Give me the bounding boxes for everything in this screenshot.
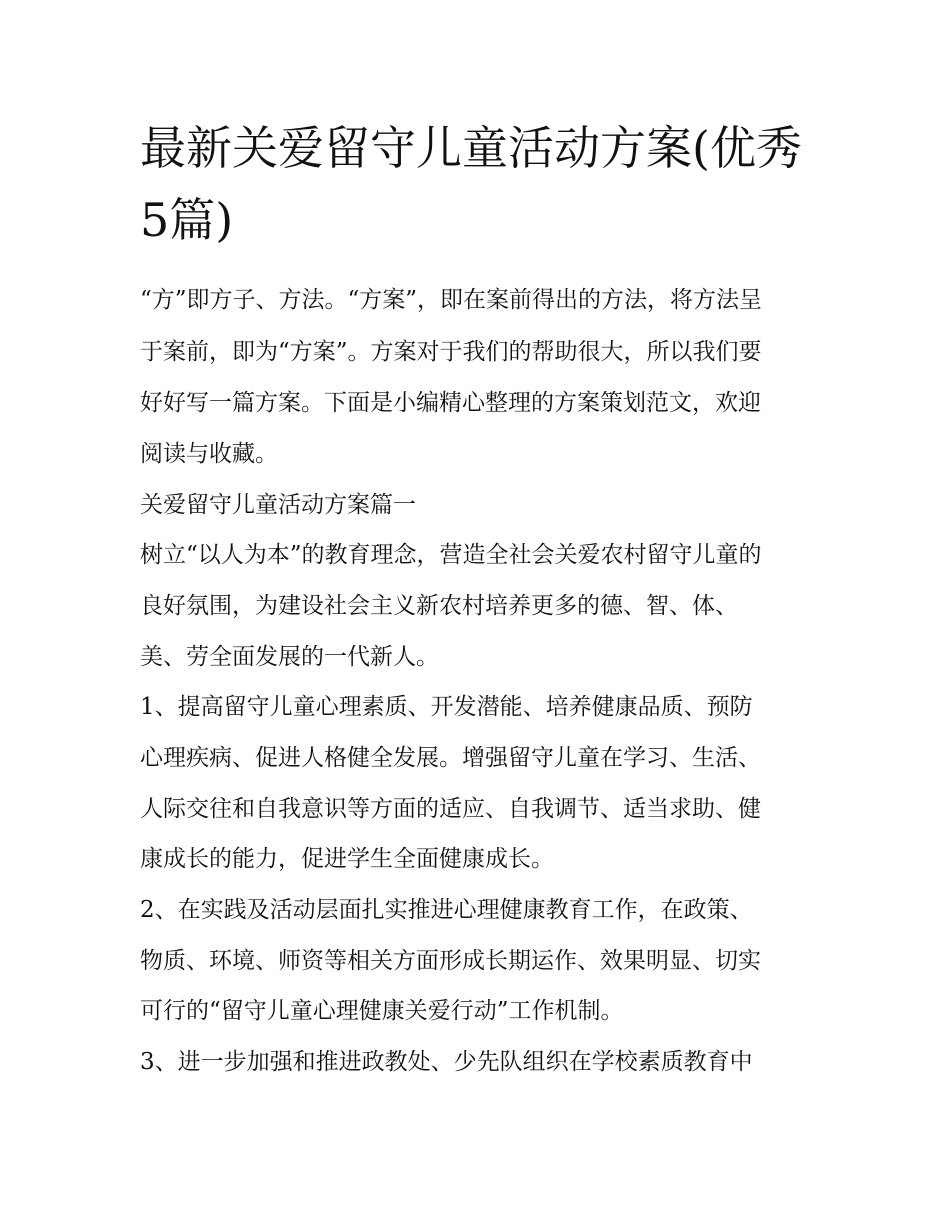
list-item-1-line: 人际交往和自我意识等方面的适应、自我调节、适当求助、健 <box>140 796 761 822</box>
list-item-1-line: 1、提高留守儿童心理素质、开发潜能、培养健康品质、预防 <box>140 694 753 720</box>
list-item-1-line: 康成长的能力，促进学生全面健康成长。 <box>140 846 554 872</box>
list-item-2-line: 2、在实践及活动层面扎实推进心理健康教育工作，在政策、 <box>140 897 753 923</box>
body-line: 树立“以人为本”的教育理念，营造全社会关爱农村留守儿童的 <box>140 542 762 568</box>
list-item-2-line: 可行的“留守儿童心理健康关爱行动”工作机制。 <box>140 998 624 1024</box>
intro-line-2: 于案前，即为“方案”。方案对于我们的帮助很大，所以我们要 <box>140 339 762 365</box>
list-item-2-line: 物质、环境、师资等相关方面形成长期运作、效果明显、切实 <box>140 948 761 974</box>
list-item-3-line: 3、进一步加强和推进政教处、少先队组织在学校素质教育中 <box>140 1049 753 1075</box>
list-item-1-line: 心理疾病、促进人格健全发展。增强留守儿童在学习、生活、 <box>140 745 761 771</box>
body-line: 美、劳全面发展的一代新人。 <box>140 644 439 670</box>
document-title: 最新关爱留守儿童活动方案(优秀5篇) <box>140 121 802 247</box>
intro-line-4: 阅读与收藏。 <box>140 441 278 467</box>
intro-line-1: “方”即方子、方法。“方案”，即在案前得出的方法，将方法呈 <box>140 287 763 313</box>
section-heading: 关爱留守儿童活动方案篇一 <box>140 492 416 518</box>
body-line: 良好氛围，为建设社会主义新农村培养更多的德、智、体、 <box>140 593 738 619</box>
intro-line-3: 好好写一篇方案。下面是小编精心整理的方案策划范文，欢迎 <box>140 390 761 416</box>
